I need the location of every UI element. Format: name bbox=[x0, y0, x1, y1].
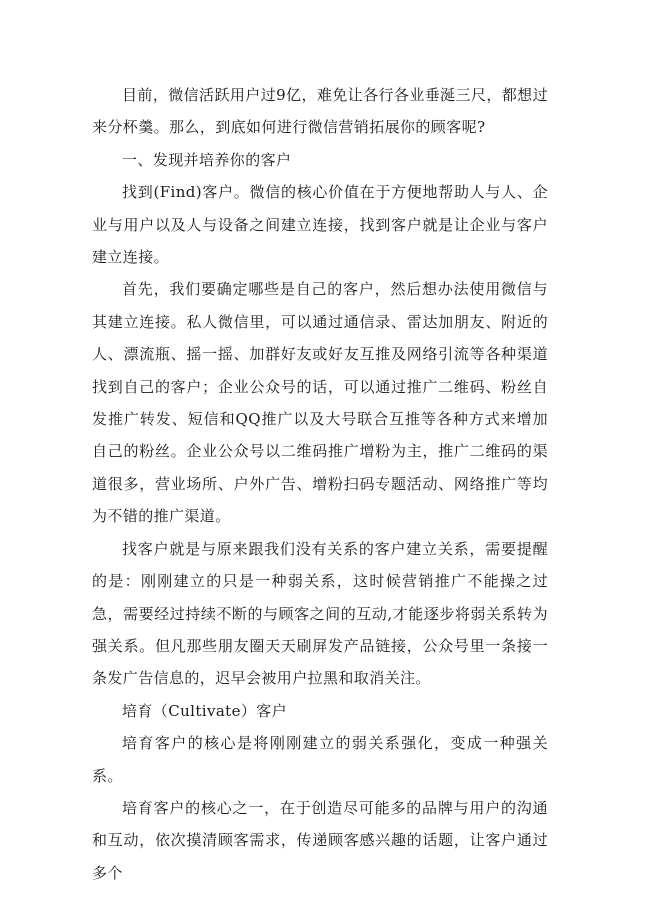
paragraph-cultivate-interaction: 培育客户的核心之一，在于创造尽可能多的品牌与用户的沟通和互动，依次摸清顾客需求，传递顾客感兴趣的话题，让客户通过多个 bbox=[92, 798, 548, 882]
subheading-cultivate: 培育（Cultivate）客户 bbox=[122, 701, 288, 720]
document-body bbox=[92, 79, 548, 889]
paragraph-cultivate-core: 培育客户的核心是将刚刚建立的弱关系强化，变成一种强关系。 bbox=[92, 734, 548, 785]
paragraph-find-customers: 找到(Find)客户。微信的核心价值在于方便地帮助人与人、企业与用户以及人与设备之间建立连接，找到客户就是让企业与客户建立连接。 bbox=[92, 183, 548, 267]
section-heading-find-cultivate: 一、发现并培养你的客户 bbox=[122, 150, 292, 169]
paragraph-weak-relationship: 找客户就是与原来跟我们没有关系的客户建立关系，需要提醒的是：刚刚建立的只是一种弱关系，这时候营销推广不能操之过急，需要经过持续不断的与顾客之间的互动,才能逐步将弱关系转为强关系。但凡那些朋友圈天天刷屏发产品链接，公众号里一条接一条发广告信息的，迟早会被用户拉黑和取消关注。 bbox=[92, 539, 548, 688]
paragraph-first-steps: 首先，我们要确定哪些是自己的客户，然后想办法使用微信与其建立连接。私人微信里，可以通过通信录、雷达加朋友、附近的人、漂流瓶、摇一摇、加群好友或好友互推及网络引流等各种渠道找到自己的客户；企业公众号的话，可以通过推广二维码、粉丝自发推广转发、短信和QQ推广以及大号联合互推等各种方式来增加自己的粉丝。企业公众号以二维码推广增粉为主，推广二维码的渠道很多，营业场所、户外广告、增粉扫码专题活动、网络推广等均为不错的推广渠道。 bbox=[92, 280, 548, 526]
paragraph-intro: 目前，微信活跃用户过9亿，难免让各行各业垂涎三尺，都想过来分杯羹。那么，到底如何进行微信营销拓展你的顾客呢? bbox=[92, 86, 548, 137]
